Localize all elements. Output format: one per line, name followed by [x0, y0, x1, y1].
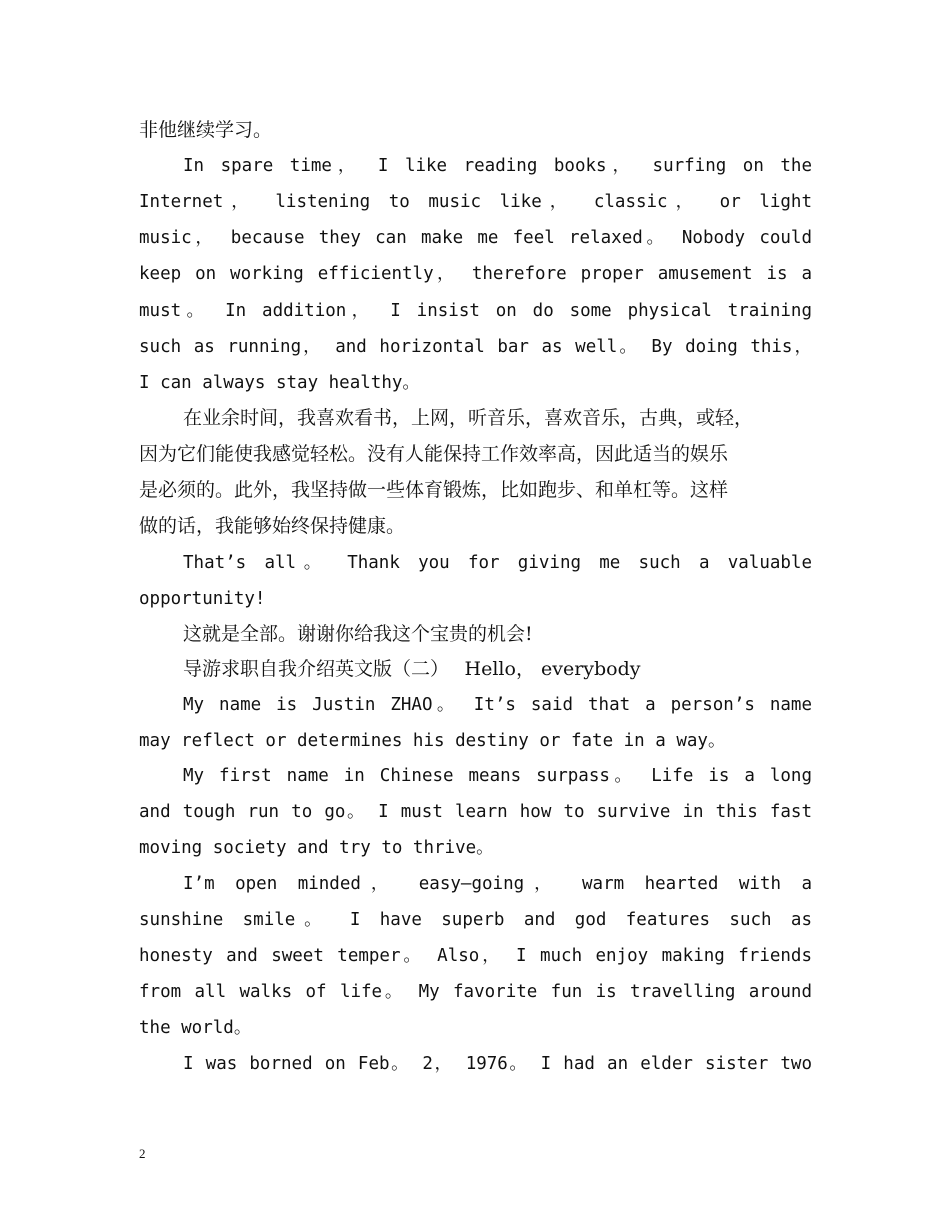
- text-line: 非他继续学习。: [139, 119, 273, 141]
- text-line: opportunity!: [139, 589, 266, 609]
- text-line: Internet， listening to music like， classic， or light: [139, 192, 812, 212]
- text-line: 在业余时间，我喜欢看书，上网，听音乐，喜欢音乐，古典，或轻，: [183, 407, 754, 429]
- text-line: sunshine smile。 I have superb and god features such as: [139, 910, 812, 930]
- text-line: 导游求职自我介绍英文版（二） Hello， everybody: [183, 658, 641, 680]
- text-line: 是必须的。此外，我坚持做一些体育锻炼，比如跑步、和单杠等。这样: [139, 479, 729, 501]
- text-line: 这就是全部。谢谢你给我这个宝贵的机会!: [183, 623, 533, 645]
- text-line: I can always stay healthy。: [139, 373, 420, 393]
- text-line: 因为它们能使我感觉轻松。没有人能保持工作效率高，因此适当的娱乐: [139, 443, 729, 465]
- text-line: moving society and try to thrive。: [139, 838, 494, 858]
- text-line: My first name in Chinese means surpass。 Life is a long: [183, 766, 812, 786]
- text-line: such as running， and horizontal bar as well。 By doing this，: [139, 337, 812, 357]
- text-line: My name is Justin ZHAO。 It’s said that a person’s name: [183, 695, 812, 715]
- text-line: the world。: [139, 1018, 252, 1038]
- text-line: from all walks of life。 My favorite fun is travelling around: [139, 982, 812, 1002]
- text-line: honesty and sweet temper。 Also， I much enjoy making friends: [139, 946, 812, 966]
- text-line: 做的话，我能够始终保持健康。: [139, 515, 406, 537]
- text-line: That’s all。 Thank you for giving me such a valuable: [183, 553, 812, 573]
- text-line: In spare time， I like reading books， surfing on the: [183, 156, 812, 176]
- text-line: must。 In addition， I insist on do some physical training: [139, 301, 812, 321]
- text-line: keep on working efficiently， therefore proper amusement is a: [139, 264, 812, 284]
- text-line: may reflect or determines his destiny or fate in a way。: [139, 731, 726, 751]
- text-line: I was borned on Feb。 2， 1976。 I had an elder sister two: [183, 1054, 812, 1074]
- text-line: I’m open minded， easy—going， warm hearted with a: [183, 874, 812, 894]
- page-number: 2: [139, 1146, 146, 1161]
- text-line: and tough run to go。 I must learn how to survive in this fast: [139, 802, 812, 822]
- text-line: music， because they can make me feel relaxed。 Nobody could: [139, 228, 812, 248]
